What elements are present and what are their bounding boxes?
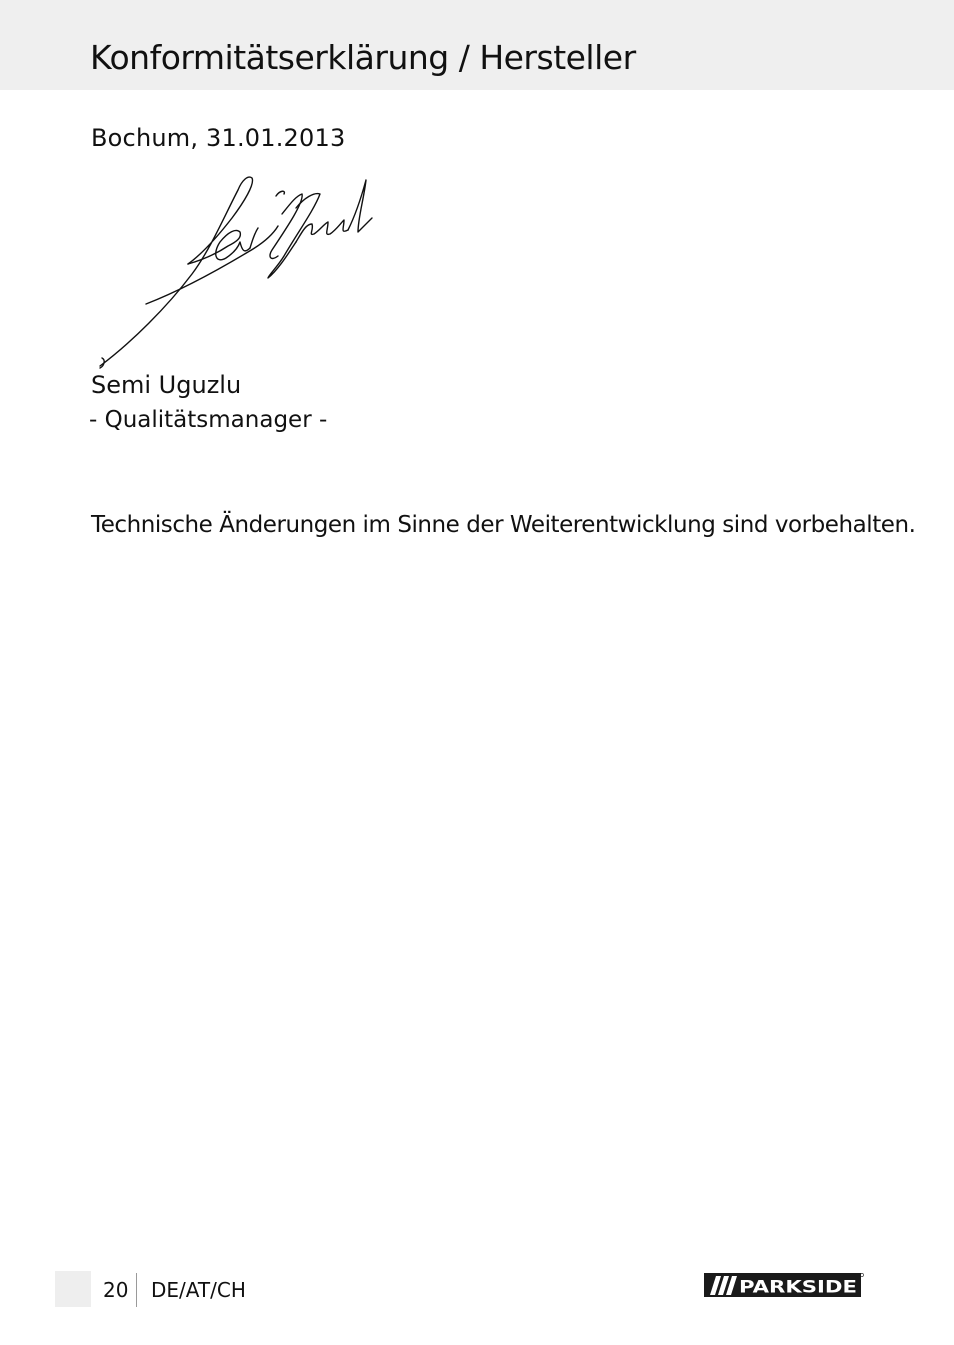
signer-name: Semi Uguzlu <box>91 371 242 399</box>
signer-role: - Qualitätsmanager - <box>89 407 328 433</box>
parkside-logo-icon <box>704 1273 864 1297</box>
region-label: DE/AT/CH <box>151 1278 246 1302</box>
footer-divider <box>136 1273 137 1307</box>
technical-note: Technische Änderungen im Sinne der Weiterentwicklung sind vorbehalten. <box>91 512 916 538</box>
place-date: Bochum, 31.01.2013 <box>91 124 346 152</box>
page-title: Konformitätserklärung / Hersteller <box>90 38 636 77</box>
signature-icon <box>92 172 382 372</box>
brand-name: PARKSIDE <box>739 1277 857 1297</box>
page-number: 20 <box>103 1278 129 1302</box>
footer-tab <box>55 1271 91 1307</box>
